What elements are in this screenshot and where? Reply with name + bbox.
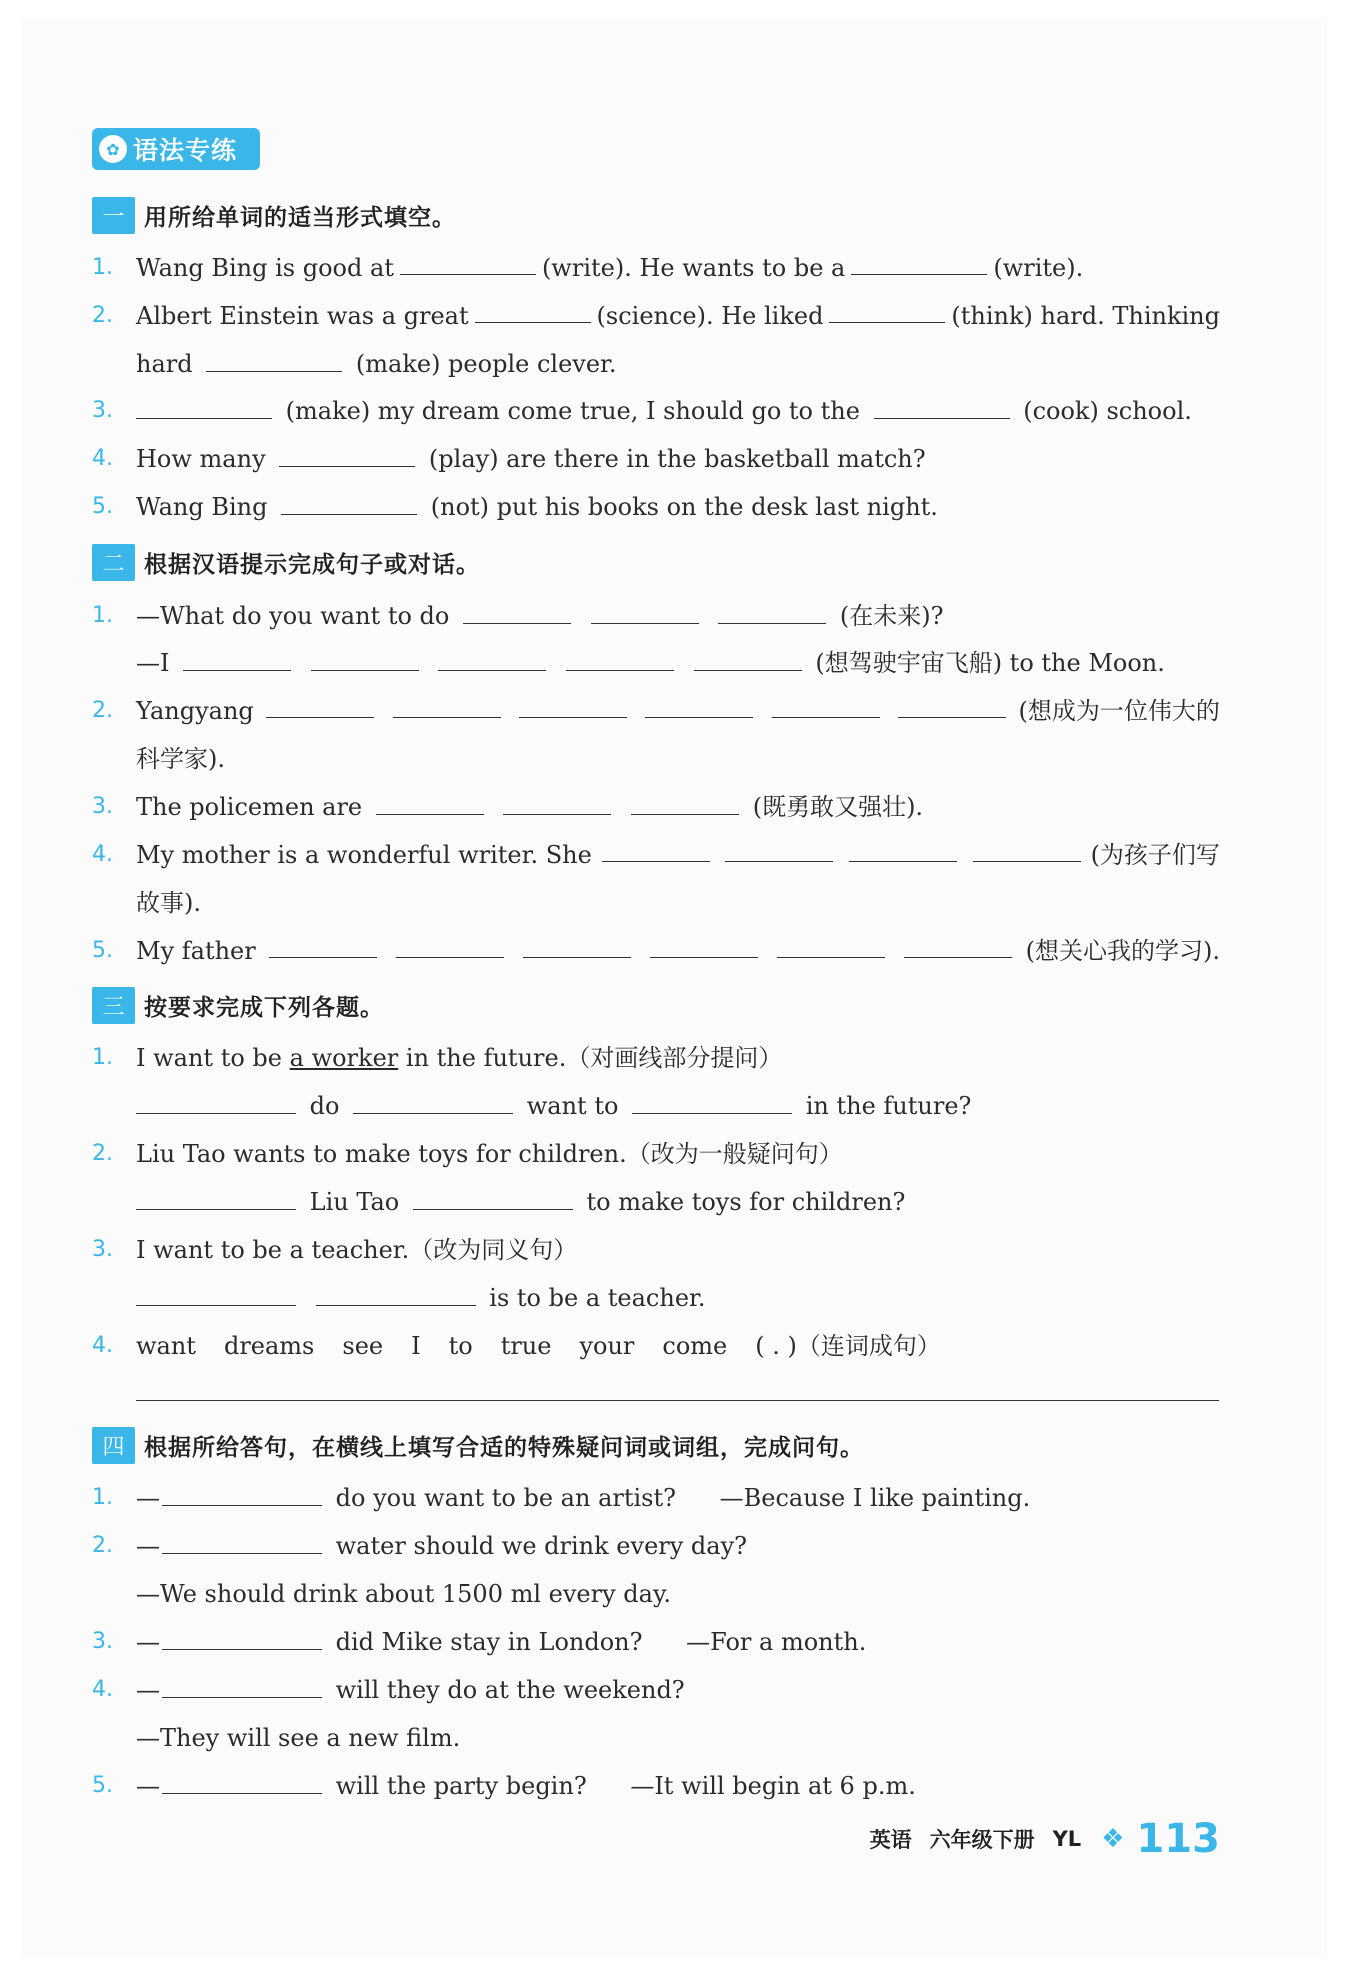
s1-q4 — [136, 439, 1220, 479]
s2-q3 — [136, 787, 1220, 827]
s4-q4-text-b: —They will see a new film. — [136, 1724, 461, 1752]
s3-q4-word: to — [448, 1332, 473, 1360]
s1-q4-text-b: (play) are there in the basketball match? — [428, 445, 926, 473]
s2-q1-blank-1[interactable] — [463, 597, 571, 624]
section-2-title: 根据汉语提示完成句子或对话。 — [144, 551, 480, 578]
s1-q3-text-b: (cook) school. — [1023, 397, 1192, 425]
s2-q2-text-a: Yangyang — [136, 697, 254, 725]
s1-q5-text-a: Wang Bing — [136, 493, 268, 521]
s1-q2-blank-1[interactable] — [475, 296, 591, 323]
s3-q2-text-c: to make toys for children? — [586, 1188, 906, 1216]
s3-q1 — [136, 1038, 1220, 1078]
s1-q2-text-c: (think) hard. Thinking — [951, 302, 1220, 330]
s4-q4-text-a: will they do at the weekend? — [335, 1676, 685, 1704]
s3-q1-text-a: I want to be — [136, 1044, 282, 1072]
s3-q1-blank-2[interactable] — [353, 1087, 513, 1114]
s2-q5 — [136, 931, 1220, 971]
s3-q4-word: true — [500, 1332, 552, 1360]
s4-q3-text-a: did Mike stay in London? — [335, 1628, 643, 1656]
s2-q1-blank-2[interactable] — [591, 597, 699, 624]
s2-q3-text-b: (既勇敢又强壮). — [752, 793, 924, 821]
s2-q1-blank-8[interactable] — [694, 644, 802, 671]
s3-q1-blank-3[interactable] — [632, 1087, 792, 1114]
s1-q4-text-a: How many — [136, 445, 266, 473]
s1-q2-text-b: (science). He liked — [596, 302, 824, 330]
s4-q2-text-b: —We should drink about 1500 ml every day. — [136, 1580, 671, 1608]
s3-q4-word: I — [411, 1332, 421, 1360]
s2-q2-blank-2[interactable] — [393, 691, 501, 718]
s1-q4-number: 4. — [92, 446, 113, 471]
s3-q2-blank-2[interactable] — [413, 1183, 573, 1210]
s3-q3-blank-1[interactable] — [136, 1279, 296, 1306]
s2-q5-number: 5. — [92, 938, 113, 963]
s2-q3-blank-3[interactable] — [631, 788, 739, 815]
s3-q1-text-b: in the future.（对画线部分提问） — [405, 1044, 783, 1072]
s1-q2 — [136, 296, 1220, 336]
s3-q4-answer-line[interactable] — [136, 1400, 1219, 1401]
s2-q3-blank-2[interactable] — [503, 788, 611, 815]
s1-q2-text-a: Albert Einstein was a great — [136, 302, 469, 330]
section-3-header — [92, 986, 384, 1024]
s2-q1-reply — [136, 643, 1220, 683]
s2-q5-blank-2[interactable] — [396, 931, 504, 958]
s4-q1-dash: — — [136, 1484, 160, 1512]
s2-q1-blank-5[interactable] — [311, 644, 419, 671]
s1-q5-text-b: (not) put his books on the desk last night. — [430, 493, 938, 521]
s2-q5-blank-5[interactable] — [777, 931, 885, 958]
s1-q3-blank-1[interactable] — [136, 392, 272, 419]
tooth-icon: ✿ — [99, 135, 127, 163]
s3-q4-word: dreams — [223, 1332, 315, 1360]
s2-q5-blank-3[interactable] — [523, 931, 631, 958]
s2-q1-text-b: (在未来)? — [839, 602, 944, 630]
s4-q4-dash: — — [136, 1676, 160, 1704]
s3-q2-number: 2. — [92, 1141, 113, 1166]
s4-q3-dash: — — [136, 1628, 160, 1656]
s1-q3-text-a: (make) my dream come true, I should go to the — [285, 397, 860, 425]
s2-q1-blank-7[interactable] — [566, 644, 674, 671]
s4-q4-reply — [136, 1718, 1220, 1758]
s2-q2-blank-5[interactable] — [772, 691, 880, 718]
s2-q1-number: 1. — [92, 603, 113, 628]
s3-q1-text-d: want to — [526, 1092, 619, 1120]
footer-edition: YL — [1052, 1827, 1082, 1851]
s3-q2-text-a: Liu Tao wants to make toys for children.（改为一般疑问句） — [136, 1140, 843, 1168]
s4-q3-text-b: —For a month. — [686, 1628, 867, 1656]
s2-q4 — [136, 835, 1220, 875]
s1-q5-blank[interactable] — [281, 488, 417, 515]
diamond-icon: ❖ — [1101, 1824, 1125, 1854]
s1-q2-cont — [136, 344, 1220, 384]
s2-q3-blank-1[interactable] — [376, 788, 484, 815]
s4-q4-blank[interactable] — [162, 1671, 322, 1698]
s4-q2-dash: — — [136, 1532, 160, 1560]
s2-q5-blank-6[interactable] — [904, 931, 1012, 958]
s2-q2-blank-3[interactable] — [519, 691, 627, 718]
s3-q1-text-e: in the future? — [805, 1092, 972, 1120]
s3-q4-instruction: ( . )（连词成句） — [755, 1332, 941, 1360]
s2-q2-blank-4[interactable] — [645, 691, 753, 718]
s3-q3-blank-2[interactable] — [316, 1279, 476, 1306]
s1-q3-blank-2[interactable] — [874, 392, 1010, 419]
s2-q2-cont — [136, 739, 1220, 779]
s1-q4-blank[interactable] — [279, 440, 415, 467]
s4-q4-number: 4. — [92, 1677, 113, 1702]
s2-q2 — [136, 691, 1220, 731]
s3-q4-word: want — [136, 1332, 196, 1360]
banner-title: 语法专练 — [133, 136, 238, 165]
section-2-number: 二 — [92, 544, 135, 581]
s4-q5-text-b: —It will begin at 6 p.m. — [630, 1772, 916, 1800]
section-4-header — [92, 1426, 864, 1464]
s4-q3-number: 3. — [92, 1629, 113, 1654]
s3-q1-answer — [136, 1086, 1220, 1126]
s4-q2-text-a: water should we drink every day? — [335, 1532, 748, 1560]
s4-q3-blank[interactable] — [162, 1623, 322, 1650]
s2-q3-number: 3. — [92, 794, 113, 819]
footer-grade: 六年级下册 — [929, 1828, 1035, 1852]
s3-q4-word: come — [662, 1332, 728, 1360]
section-4-number: 四 — [92, 1427, 135, 1464]
s2-q5-blank-1[interactable] — [269, 931, 377, 958]
section-3-number: 三 — [92, 987, 135, 1024]
s3-q1-text-c: do — [309, 1092, 340, 1120]
s2-q4-blank-3[interactable] — [849, 835, 957, 862]
s1-q5-number: 5. — [92, 494, 113, 519]
s3-q4-number: 4. — [92, 1333, 113, 1358]
s3-q3-text-b: is to be a teacher. — [489, 1284, 706, 1312]
s2-q4-number: 4. — [92, 842, 113, 867]
s2-q4-text-b: (为孩子们写 — [1090, 841, 1220, 869]
s3-q4 — [136, 1326, 1220, 1366]
s4-q5-dash: — — [136, 1772, 160, 1800]
s4-q5-blank[interactable] — [162, 1767, 322, 1794]
s2-q4-blank-4[interactable] — [973, 835, 1081, 862]
s2-q1-text-d: (想驾驶宇宙飞船) to the Moon. — [815, 649, 1165, 677]
s4-q5-number: 5. — [92, 1773, 113, 1798]
s2-q1 — [136, 596, 1220, 636]
section-3-title: 按要求完成下列各题。 — [144, 994, 384, 1021]
s2-q1-blank-4[interactable] — [183, 644, 291, 671]
section-2-header — [92, 543, 480, 581]
s4-q4 — [136, 1670, 1220, 1710]
page-footer — [852, 1815, 1220, 1863]
s2-q2-text-b: (想成为一位伟大的 — [1018, 697, 1220, 725]
s2-q5-text-a: My father — [136, 937, 256, 965]
s2-q5-text-b: (想关心我的学习). — [1025, 937, 1220, 965]
s2-q4-blank-2[interactable] — [725, 835, 833, 862]
s2-q1-text-a: —What do you want to do — [136, 602, 450, 630]
s3-q2-text-b: Liu Tao — [309, 1188, 400, 1216]
s1-q1-text-c: (write). — [993, 254, 1084, 282]
s3-q4-word: see — [342, 1332, 384, 1360]
s1-q2-blank-2[interactable] — [829, 296, 945, 323]
section-1-title: 用所给单词的适当形式填空。 — [144, 204, 456, 231]
s1-q1-blank-2[interactable] — [851, 248, 987, 275]
s3-q1-blank-1[interactable] — [136, 1087, 296, 1114]
s3-q3-text-a: I want to be a teacher.（改为同义句） — [136, 1236, 578, 1264]
s2-q2-number: 2. — [92, 698, 113, 723]
s4-q1-blank[interactable] — [162, 1479, 322, 1506]
s4-q2-blank[interactable] — [162, 1527, 322, 1554]
s3-q3-answer — [136, 1278, 1220, 1318]
section-4-title: 根据所给答句，在横线上填写合适的特殊疑问词或词组，完成问句。 — [144, 1434, 864, 1461]
s4-q2-number: 2. — [92, 1533, 113, 1558]
s2-q4-text-a: My mother is a wonderful writer. She — [136, 841, 592, 869]
s3-q1-number: 1. — [92, 1045, 113, 1070]
s3-q3-number: 3. — [92, 1237, 113, 1262]
s4-q1-number: 1. — [92, 1485, 113, 1510]
s4-q2-reply — [136, 1574, 1220, 1614]
s4-q2 — [136, 1526, 1220, 1566]
s2-q4-text-c: 故事). — [136, 889, 201, 917]
s4-q1 — [136, 1478, 1220, 1518]
s1-q2-number: 2. — [92, 303, 113, 328]
s1-q1-number: 1. — [92, 255, 113, 280]
s2-q3-text-a: The policemen are — [136, 793, 363, 821]
s2-q1-text-c: —I — [136, 649, 170, 677]
s4-q3 — [136, 1622, 1220, 1662]
s3-q2-blank-1[interactable] — [136, 1183, 296, 1210]
s2-q1-blank-3[interactable] — [718, 597, 826, 624]
s2-q5-blank-4[interactable] — [650, 931, 758, 958]
s2-q2-text-c: 科学家). — [136, 745, 225, 773]
s1-q1-text-a: Wang Bing is good at — [136, 254, 394, 282]
s2-q2-blank-6[interactable] — [898, 691, 1006, 718]
s3-q1-underlined: a worker — [289, 1044, 399, 1072]
s4-q1-text-b: —Because I like painting. — [719, 1484, 1031, 1512]
s2-q2-blank-1[interactable] — [266, 691, 374, 718]
s3-q2-answer — [136, 1182, 1220, 1222]
s3-q2 — [136, 1134, 1220, 1174]
s1-q3-number: 3. — [92, 398, 113, 423]
s1-q2-blank-3[interactable] — [206, 345, 342, 372]
s1-q2-text-e: (make) people clever. — [355, 350, 617, 378]
section-banner — [92, 128, 260, 170]
s1-q5 — [136, 487, 1220, 527]
s2-q4-blank-1[interactable] — [602, 835, 710, 862]
s1-q2-text-d: hard — [136, 350, 193, 378]
s1-q1-blank-1[interactable] — [400, 248, 536, 275]
s2-q1-blank-6[interactable] — [438, 644, 546, 671]
s4-q5-text-a: will the party begin? — [335, 1772, 587, 1800]
footer-subject: 英语 — [869, 1828, 912, 1852]
s1-q1 — [136, 248, 1220, 288]
s3-q3 — [136, 1230, 1220, 1270]
s4-q1-text-a: do you want to be an artist? — [335, 1484, 676, 1512]
s3-q4-word: your — [579, 1332, 635, 1360]
section-1-header — [92, 196, 456, 234]
s1-q1-text-b: (write). He wants to be a — [541, 254, 846, 282]
page-number: 113 — [1136, 1816, 1220, 1862]
s2-q4-cont — [136, 883, 1220, 923]
section-1-number: 一 — [92, 197, 135, 234]
s1-q3 — [136, 391, 1220, 431]
s4-q5 — [136, 1766, 1220, 1806]
